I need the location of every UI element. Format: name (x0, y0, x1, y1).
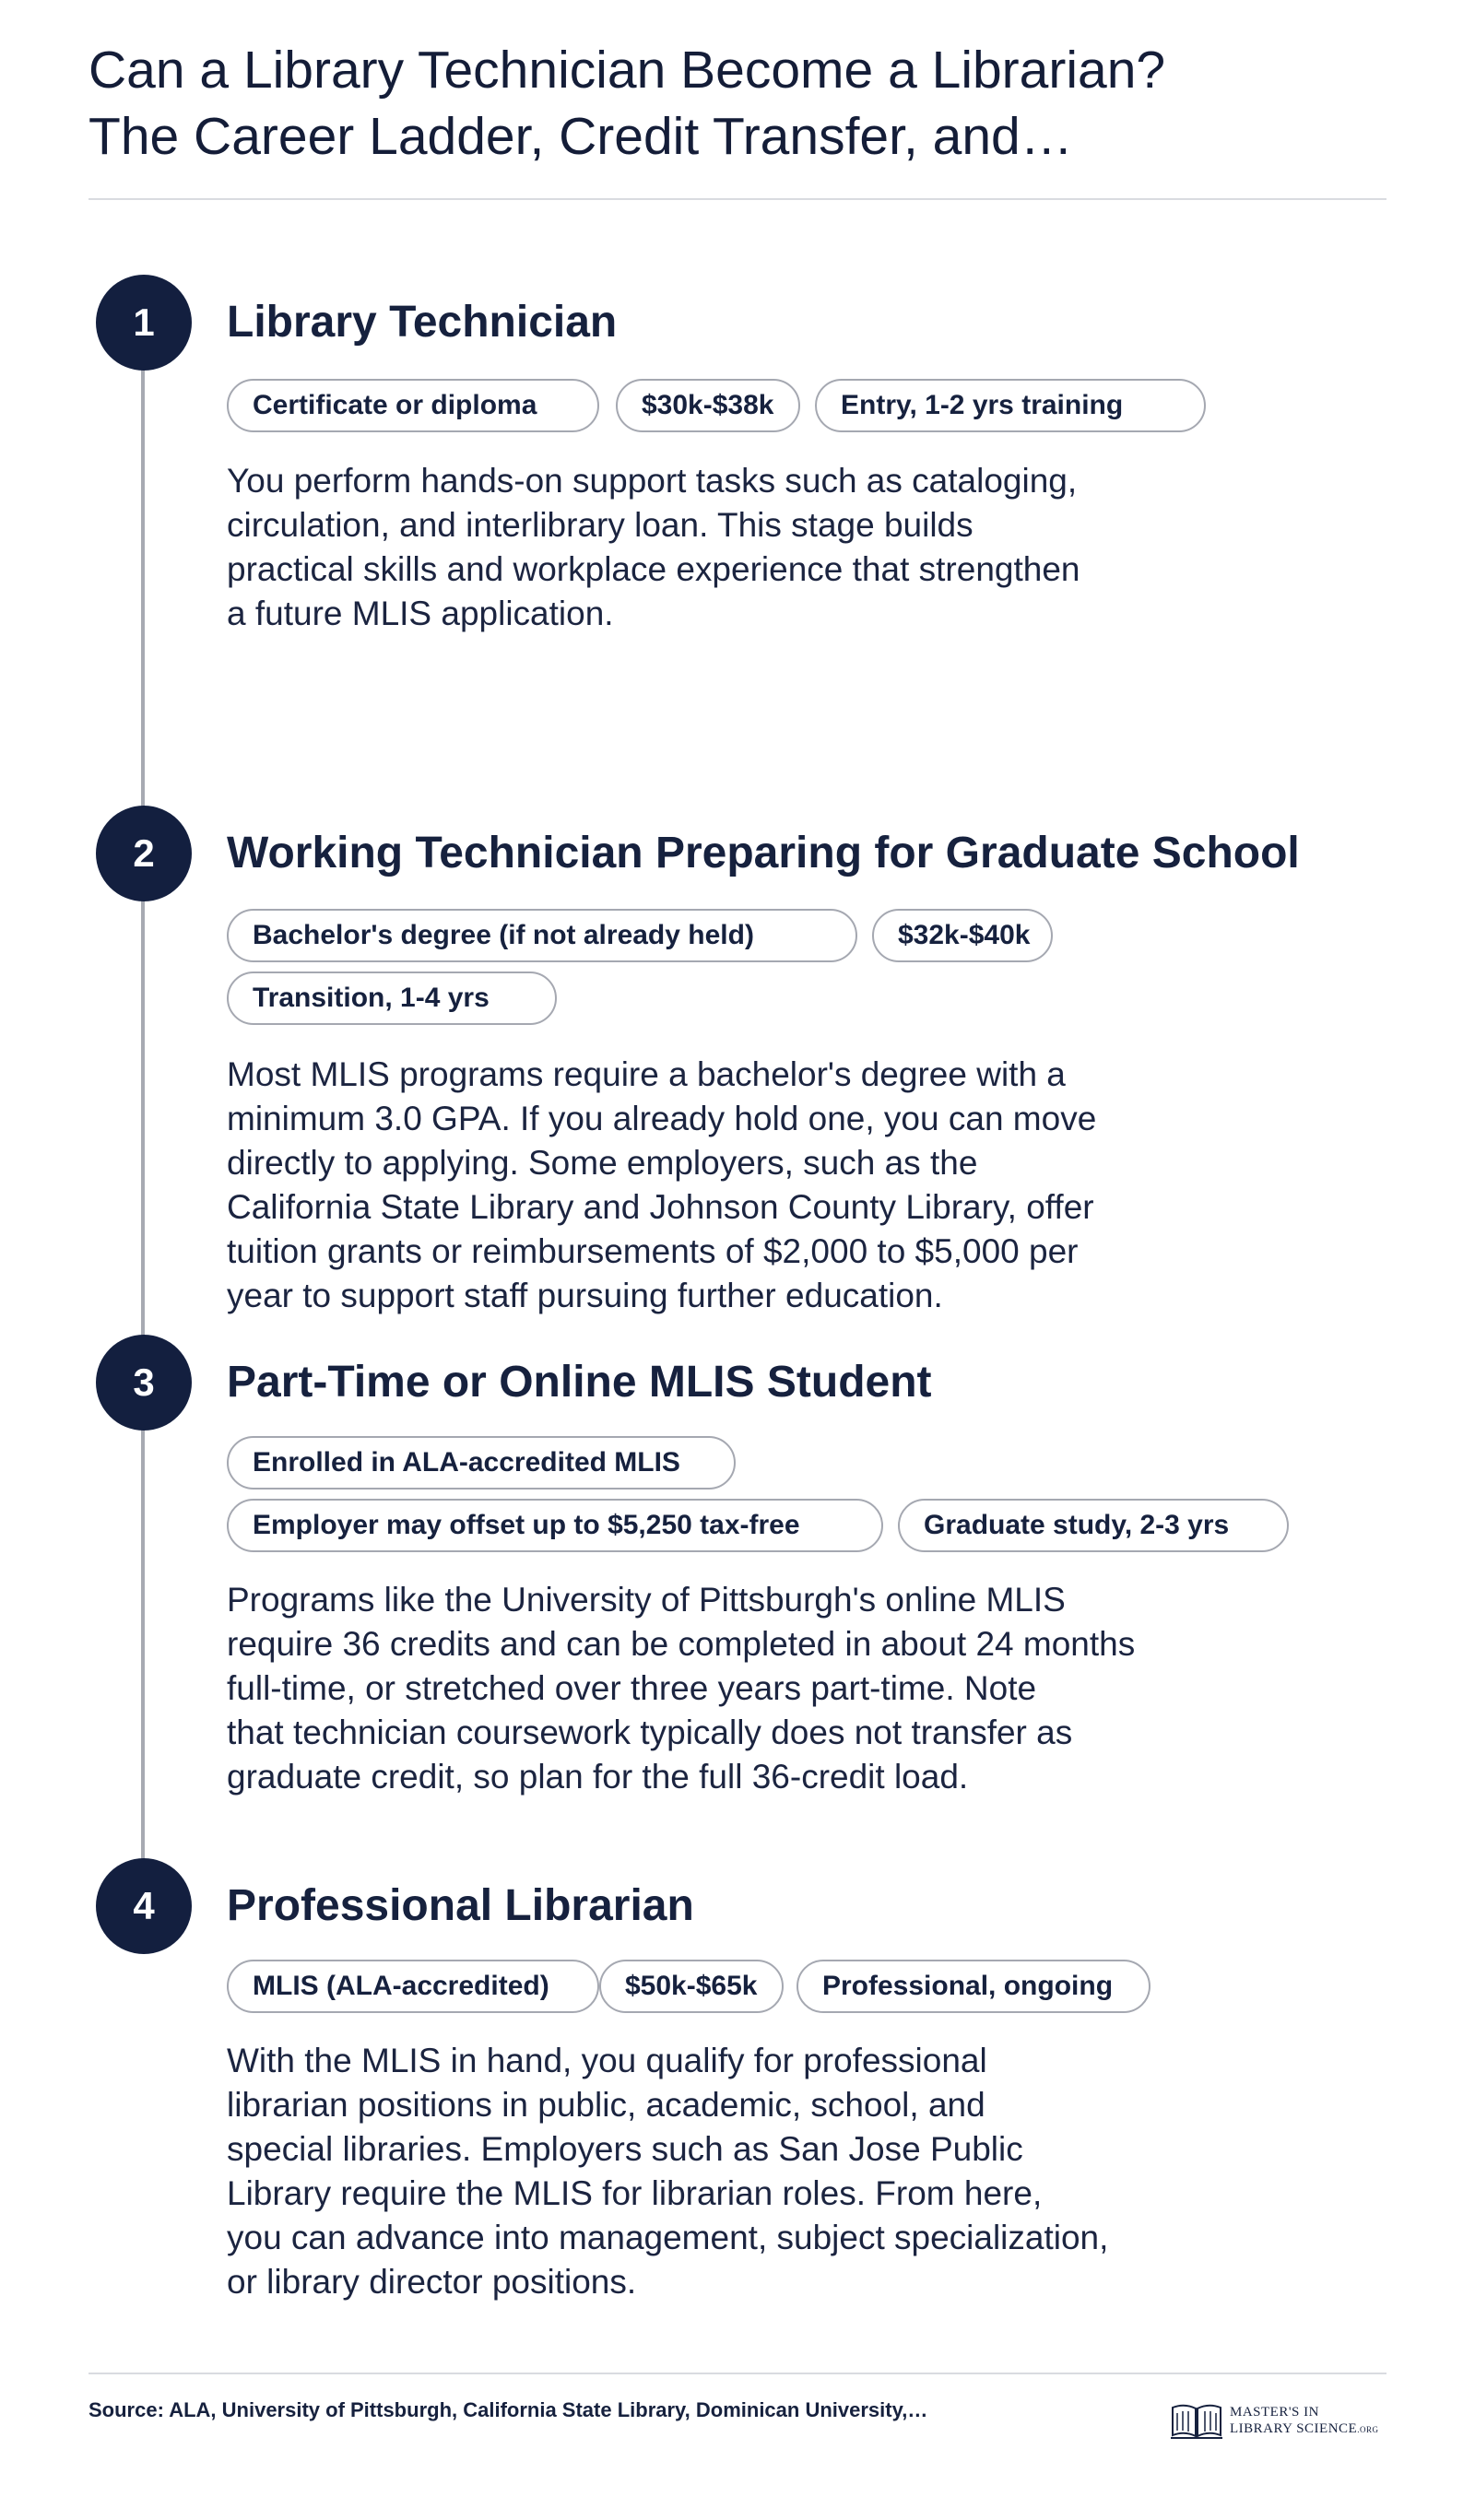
logo-line-1: MASTER'S IN (1230, 2404, 1319, 2420)
header-divider (88, 198, 1386, 200)
step-4-tag-salary: $50k-$65k (599, 1960, 784, 2013)
step-4-title: Professional Librarian (227, 1881, 694, 1930)
step-3-description (227, 1578, 1204, 1799)
step-1-tag-stage: Entry, 1-2 yrs training (815, 379, 1206, 432)
step-4-description-line: librarian positions in public, academic, school, and (227, 2086, 985, 2124)
step-4-tag-credential: MLIS (ALA-accredited) (227, 1960, 599, 2013)
step-3-description-line: require 36 credits and can be completed in about 24 months (227, 1625, 1136, 1663)
step-4-description-line: Library require the MLIS for librarian roles. From here, (227, 2174, 1043, 2212)
step-1-description-line: You perform hands-on support tasks such as cataloging, (227, 462, 1078, 500)
step-3-tag-enrollment: Enrolled in ALA-accredited MLIS (227, 1436, 736, 1490)
step-4-description-line: special libraries. Employers such as San Jose Public (227, 2130, 1023, 2168)
step-1-title: Library Technician (227, 298, 618, 347)
source-citation: Source: ALA, University of Pittsburgh, California State Library, Dominican University,… (88, 2398, 928, 2421)
footer-divider (88, 2373, 1386, 2374)
step-4-description (227, 2039, 1204, 2304)
step-2-description-line: Most MLIS programs require a bachelor's degree with a (227, 1055, 1066, 1093)
step-3-description-line: Programs like the University of Pittsburgh's online MLIS (227, 1581, 1066, 1619)
step-2-description-line: minimum 3.0 GPA. If you already hold one, you can move (227, 1100, 1097, 1137)
step-1-description (227, 459, 1204, 636)
site-logo[interactable] (1169, 2396, 1386, 2444)
step-2-description-line: year to support staff pursuing further education. (227, 1277, 943, 1314)
step-2-tag-stage: Transition, 1-4 yrs (227, 971, 557, 1025)
step-3-number-badge: 3 (96, 1335, 192, 1431)
logo-line-2-text: LIBRARY SCIENCE (1230, 2420, 1358, 2436)
step-4-description-line: With the MLIS in hand, you qualify for professional (227, 2042, 987, 2079)
step-2-title: Working Technician Preparing for Graduate School (227, 829, 1300, 877)
step-4-number-badge: 4 (96, 1858, 192, 1954)
step-3-title: Part-Time or Online MLIS Student (227, 1358, 932, 1407)
title-line-1: Can a Library Technician Become a Librarian? (88, 41, 1166, 100)
step-2-description (227, 1053, 1204, 1318)
step-3-description-line: full-time, or stretched over three years part-time. Note (227, 1669, 1037, 1707)
step-4-description-line: or library director positions. (227, 2263, 637, 2301)
step-3-description-line: graduate credit, so plan for the full 36-credit load. (227, 1758, 969, 1796)
step-3-tag-employer-offset: Employer may offset up to $5,250 tax-free (227, 1499, 883, 1552)
step-1-description-line: circulation, and interlibrary loan. This stage builds (227, 506, 974, 544)
open-book-icon (1169, 2400, 1224, 2441)
title-line-2: The Career Ladder, Credit Transfer, and… (88, 107, 1073, 166)
step-2-tag-credential: Bachelor's degree (if not already held) (227, 909, 857, 962)
page-title (88, 37, 1361, 170)
step-1-tag-salary: $30k-$38k (616, 379, 800, 432)
step-2-description-line: tuition grants or reimbursements of $2,000 to $5,000 per (227, 1232, 1079, 1270)
step-2-description-line: directly to applying. Some employers, such as the (227, 1144, 978, 1182)
step-1-description-line: a future MLIS application. (227, 595, 614, 632)
step-4-description-line: you can advance into management, subject specialization, (227, 2219, 1109, 2256)
timeline-line (141, 323, 145, 1894)
logo-line-2 (1230, 2420, 1378, 2438)
step-3-tag-stage: Graduate study, 2-3 yrs (898, 1499, 1289, 1552)
step-2-number-badge: 2 (96, 806, 192, 901)
step-1-tag-credential: Certificate or diploma (227, 379, 599, 432)
step-1-description-line: practical skills and workplace experience that strengthen (227, 550, 1080, 588)
step-2-description-line: California State Library and Johnson County Library, offer (227, 1188, 1094, 1226)
step-3-description-line: that technician coursework typically does not transfer as (227, 1713, 1073, 1751)
logo-wordmark (1230, 2404, 1378, 2438)
step-2-tag-salary: $32k-$40k (872, 909, 1053, 962)
logo-org: .ORG (1357, 2424, 1379, 2434)
step-1-number-badge: 1 (96, 275, 192, 371)
step-4-tag-stage: Professional, ongoing (796, 1960, 1150, 2013)
